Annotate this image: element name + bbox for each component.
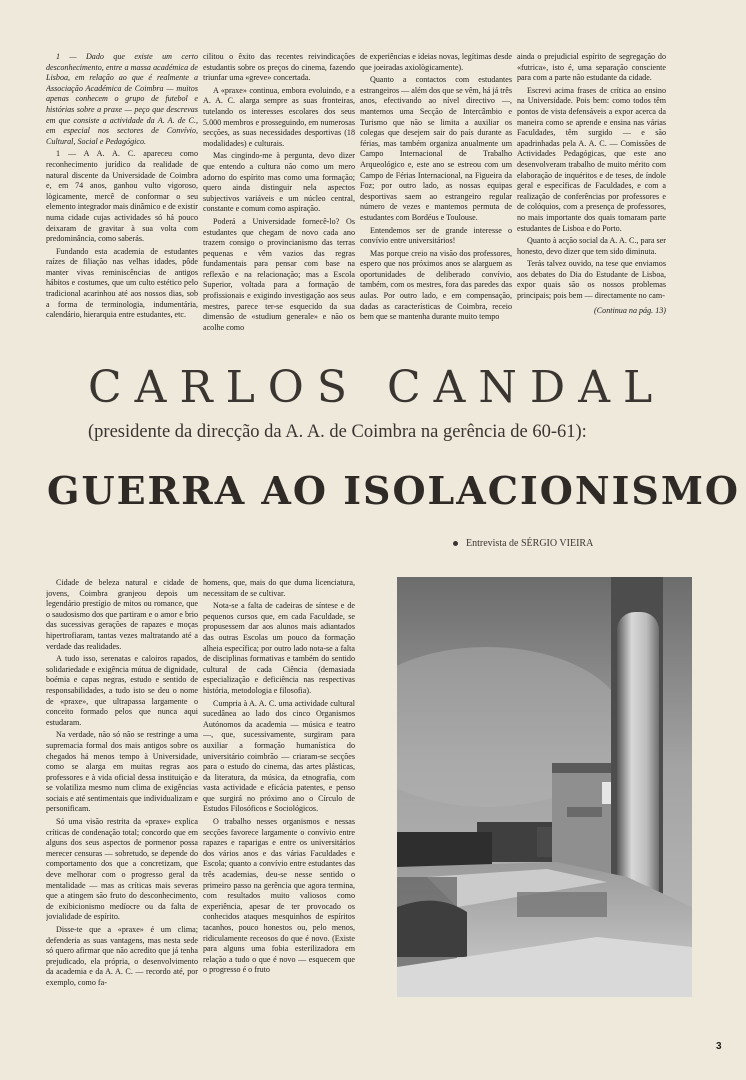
- bottom-column-1: [46, 578, 198, 1040]
- paragraph: Só uma visão restrita da «praxe» explica críticas de condenação total; concordo que em alguns dos seus aspectos de pormenor possa merecer censuras — sobretudo, se depende do comportamento dos que a concretizam, que deve melhorar com o progresso geral da mentalidade — mas as críticas mais severas que a atingem são fruto do desconhecimento, de exibicionismo medíocre ou da falta de jovialidade de espírito.: [46, 817, 198, 922]
- paragraph: Nota-se a falta de cadeiras de síntese e de pequenos cursos que, em cada Faculdade, se propusessem dar aos alunos mais adiantados das outras Escolas um pouco da formação alheia específica; por outro lado nota-se a falta de disciplinas formativas e também do sentido cultural de cada Ciência (demasiada especialização e deficiência nas respectivas história, metodologia e filosofia).: [203, 601, 355, 695]
- paragraph: ainda o prejudicial espírito de segregação do «futrica», isto é, uma separação consciente para com a parte não estudante da cidade.: [517, 52, 666, 83]
- paragraph: Mas cingindo-me à pergunta, devo dizer que entendo a cultura não como um mero adorno do espírito mas como uma formação; quero ainda distinguir nela aspectos subjectivos variáveis e um núcleo central, constante e comum como aspiração.: [203, 151, 355, 214]
- interviewee-name: CARLOS CANDAL: [88, 362, 666, 413]
- top-column-4: [517, 52, 666, 348]
- byline-text: Entrevista de SÉRGIO VIEIRA: [466, 538, 594, 549]
- page-number: 3: [716, 1041, 722, 1052]
- paragraph: Quanto a contactos com estudantes estrangeiros — além dos que se vêm, há já três anos, efectivando ao nível directivo —, mantemos uma Secção de Intercâmbio e Turismo que não se limita a auxiliar os colegas que desejem sair do país durante as férias, mas também organiza anualmente um Campo Internacional de Trabalho Arqueológico e, este ano se estreou com um Campo de Férias Internacional, na Figueira da Foz; por outro lado, as nossas equipas desportivas saem ao estrangeiro regular número de vezes e mantemos permuta de estudantes com Bordéus e Toulouse.: [360, 75, 512, 222]
- building-photo-image: [397, 577, 692, 997]
- article-headline: GUERRA AO ISOLACIONISMO: [47, 468, 741, 513]
- paragraph: Na verdade, não só não se restringe a uma supremacia formal dos mais antigos sobre os chegados há menos tempo à Universidade, como se alarga em muitas regras aos professores e à vida oficial dessa instituição e se volatiliza mesmo num clima de exigências sociais e até sentimentais que individualizam e personificam.: [46, 730, 198, 814]
- top-column-1: [46, 52, 198, 348]
- paragraph: Terás talvez ouvido, na tese que enviamos aos debates do Dia do Estudante de Lisboa, expor quais são os nossos problemas principais; pois bem — directamente no cam-: [517, 259, 666, 301]
- bottom-column-2: [203, 578, 355, 1040]
- paragraph: Cidade de beleza natural e cidade de jovens, Coimbra granjeou depois um legendário prestígio de mitos ou romance, que o saudosismo dos que partiram e o amor e brio das sucessivas gerações de rapazes e moças hipertrofiaram, tantas vezes maltratando até a verdade das realidades.: [46, 578, 198, 651]
- paragraph: Poderá a Universidade fornecê-lo? Os estudantes que chegam de novo cada ano trazem consigo o provincianismo das terras pequenas e vêm vazios das regras fundamentais para pensar com base na reflexão e na relacionação; mas a Escola Superior, voltada para a formação de profissionais e exigindo investigação aos seus mestres, parece ter-se esquecido da sua dimensão de «studium generale» e não os acolhe como: [203, 216, 355, 332]
- paragraph: de experiências e ideias novas, legítimas desde que joeiradas axiològicamente).: [360, 52, 512, 72]
- interviewee-subtitle: (presidente da direcção da A. A. de Coimbra na gerência de 60-61):: [88, 422, 587, 442]
- byline: [453, 538, 593, 549]
- paragraph: Cumpria à A. A. C. uma actividade cultural sucedânea ao lado dos cinco Organismos Autónomos da academia — música e teatro —, que, sucessivamente, surgiram para auxiliar a formação humanística do universitário coimbrão — criaram-se secções para o estudo do cinema, das artes plásticas, da literatura, da música, da etnografia, com vasta actividade e eficácia patentes, e penso que surgirá no próximo ano o Círculo de Estudos Filosóficos e Sociológicos.: [203, 698, 355, 814]
- top-column-2: [203, 52, 355, 348]
- paragraph: A tudo isso, serenatas e caloiros rapados, solidariedade e exigência mútua de dignidade, boémia e capas negras, estudo e sentido de responsabilidades, a tudo isto se deu o nome de «praxe», que ultrapassa largamente o conceito formado pelos que nunca aqui estudaram.: [46, 654, 198, 727]
- paragraph: Entendemos ser de grande interesse o convívio entre universitários!: [360, 225, 512, 246]
- paragraph: Quanto à acção social da A. A. C., para ser honesto, devo dizer que tem sido diminuta.: [517, 236, 666, 256]
- paragraph: O trabalho nesses organismos e nessas secções favorece largamente o convívio entre rapazes e raparigas e entre os universitários dos vários anos e das várias Faculdades e Escola; quanto a convívio entre estudantes das três academias, deu-se nesse sentido o primeiro passo na gerência que agora termina, com resultados muito valiosos como experiência, apesar de ter provocado os conhecidos ataques mesquinhos de espíritos tacanhos, pouco honestos ou, pelo menos, ridiculamente receosos do que é novo. (Existe para alguns uma fobia esterilizadora em relação a tudo o que é novo — esquecem que o progresso é o fruto: [203, 817, 355, 975]
- paragraph: 1 — Dado que existe um certo desconhecimento, entre a massa académica de Lisboa, em relação ao que é realmente a Associação Académica de Coimbra — muitos apenas conhecem o grupo de futebol e histórias sobre a praxe — peço que descrevas em que consiste a actividade da A. A. de C., em especial nos sectores de Convívio, Cultural, Social e Pedagógico.: [46, 52, 198, 146]
- paragraph: homens, que, mais do que duma licenciatura, necessitam de se cultivar.: [203, 578, 355, 598]
- paragraph: Mas porque creio na visão dos professores, espero que nos próximos anos se alarguem as oportunidades de deliberado convívio, também, com os mestres, fora das paredes das aulas. Por outro lado, e em compensação, dadas as características de Coimbra, receio bem que se mantenha durante muito tempo: [360, 248, 512, 322]
- paragraph: cilitou o êxito das recentes reivindicações estudantis sobre os preços do cinema, fazendo triunfar uma «greve» concertada.: [203, 52, 355, 83]
- paragraph: A «praxe» continua, embora evoluindo, e a A. A. C. alarga sempre as suas fronteiras, tutelando os interesses escolares dos seus 5.000 membros e prosseguindo, em numerosas secções, as suas necessidades desportivas (18 modalidades) e culturais.: [203, 85, 355, 148]
- paragraph: Fundando esta academia de estudantes raízes de filiação nas velhas idades, pôde manter vivas reminiscências de antigos hábitos e costumes, que um culto estético pelo tradicional acarinhou até aos nossos dias, sob a forma de terminologia, indumentária, calendário, hierarquia entre estudantes, etc.: [46, 246, 198, 320]
- paragraph: Escrevi acima frases de crítica ao ensino na Universidade. Pois bem: como todos têm pontos de vista defensáveis a expor acerca da maneira como se aprende e ensina nas várias Faculdades, têm surgido — e são apadrinhadas pela A. A. C. — Comissões de Actividades Pedagógicas, que este ano desenvolveram trabalho de muito mérito com elaboração de inquéritos e de teses, de índole geral e específicas de Faculdades, e com a realização de conferências por professores e de colóquios, com a presença de professores, no mais importante dos quais tomaram parte estudantes de Lisboa e do Porto.: [517, 85, 666, 233]
- paragraph: 1 — A A. A. C. apareceu como reconhecimento jurídico da realidade de natural discente da Universidade de Coimbra e, em 74 anos, ganhou vulto vigoroso, lògicamente, mercê de conformar o seu elemento integrador mais dinâmico e de existir numa cidade cujas actividades só há pouco deixaram de gravitar à sua volta com predominância, como saberás.: [46, 149, 198, 244]
- building-photo: [397, 577, 692, 997]
- top-column-3: [360, 52, 512, 348]
- bullet-icon: [453, 541, 458, 546]
- paragraph: Disse-te que a «praxe» é um clima; defenderia as suas vantagens, mas nesta sede só quero afirmar que não acredito que já tenha prejudicado, ela própria, o desenvolvimento da academia e da A. A. C. — recordo até, por exemplo, como fa-: [46, 925, 198, 987]
- continuation-note: (Continua na pág. 13): [594, 305, 666, 315]
